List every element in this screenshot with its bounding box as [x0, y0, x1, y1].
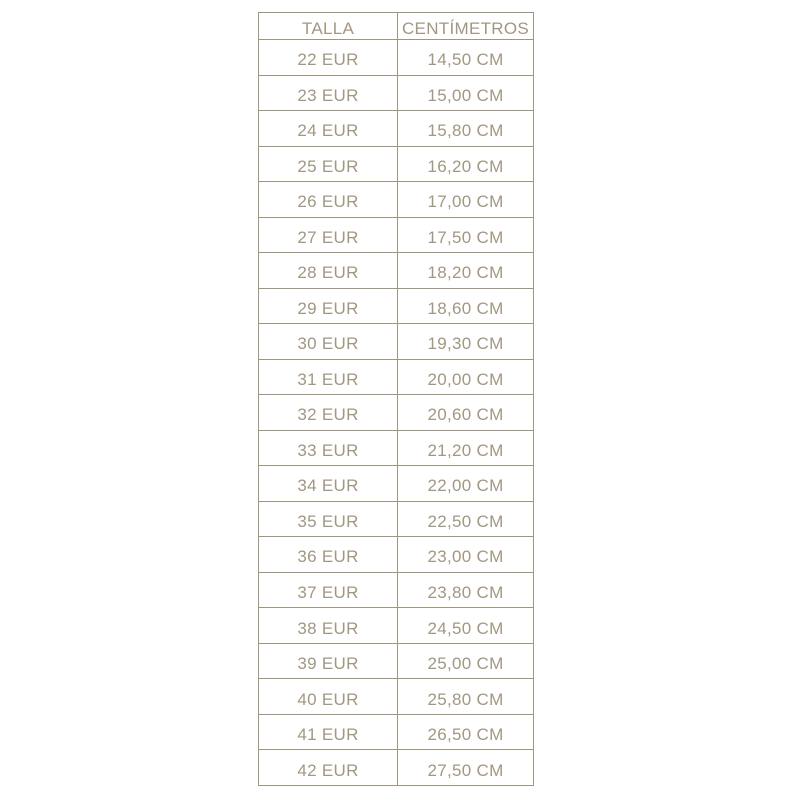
table-row: [259, 501, 534, 537]
centimetros-cell: 14,50 CM: [398, 40, 534, 76]
centimetros-cell: 26,50 CM: [398, 714, 534, 750]
centimetros-cell: 17,00 CM: [398, 182, 534, 218]
centimetros-cell: 16,20 CM: [398, 146, 534, 182]
table-row: [259, 750, 534, 786]
table-row: [259, 430, 534, 466]
talla-cell: 30 EUR: [259, 324, 398, 360]
talla-cell: 42 EUR: [259, 750, 398, 786]
centimetros-cell: 25,00 CM: [398, 643, 534, 679]
talla-cell: 39 EUR: [259, 643, 398, 679]
table-row: [259, 324, 534, 360]
centimetros-cell: 24,50 CM: [398, 608, 534, 644]
talla-cell: 33 EUR: [259, 430, 398, 466]
talla-cell: 24 EUR: [259, 111, 398, 147]
table-row: [259, 253, 534, 289]
talla-cell: 34 EUR: [259, 466, 398, 502]
table-row: [259, 288, 534, 324]
centimetros-cell: 23,00 CM: [398, 537, 534, 573]
talla-cell: 32 EUR: [259, 395, 398, 431]
table-row: [259, 572, 534, 608]
centimetros-cell: 18,60 CM: [398, 288, 534, 324]
table-row: [259, 182, 534, 218]
table-row: [259, 395, 534, 431]
talla-cell: 23 EUR: [259, 75, 398, 111]
talla-cell: 41 EUR: [259, 714, 398, 750]
centimetros-cell: 21,20 CM: [398, 430, 534, 466]
table-header-row: [259, 13, 534, 40]
centimetros-cell: 25,80 CM: [398, 679, 534, 715]
talla-cell: 22 EUR: [259, 40, 398, 76]
talla-cell: 26 EUR: [259, 182, 398, 218]
table-row: [259, 679, 534, 715]
talla-cell: 25 EUR: [259, 146, 398, 182]
table-body: [259, 40, 534, 786]
table-row: [259, 537, 534, 573]
centimetros-cell: 20,60 CM: [398, 395, 534, 431]
talla-cell: 37 EUR: [259, 572, 398, 608]
talla-cell: 36 EUR: [259, 537, 398, 573]
centimetros-cell: 18,20 CM: [398, 253, 534, 289]
talla-cell: 28 EUR: [259, 253, 398, 289]
column-header-centimetros: CENTÍMETROS: [398, 13, 534, 40]
table-row: [259, 40, 534, 76]
column-header-talla: TALLA: [259, 13, 398, 40]
table-row: [259, 608, 534, 644]
centimetros-cell: 20,00 CM: [398, 359, 534, 395]
centimetros-cell: 22,00 CM: [398, 466, 534, 502]
centimetros-cell: 15,00 CM: [398, 75, 534, 111]
centimetros-cell: 15,80 CM: [398, 111, 534, 147]
table-row: [259, 75, 534, 111]
talla-cell: 38 EUR: [259, 608, 398, 644]
centimetros-cell: 23,80 CM: [398, 572, 534, 608]
talla-cell: 31 EUR: [259, 359, 398, 395]
centimetros-cell: 17,50 CM: [398, 217, 534, 253]
talla-cell: 27 EUR: [259, 217, 398, 253]
table-row: [259, 643, 534, 679]
table-row: [259, 714, 534, 750]
table-row: [259, 466, 534, 502]
table-row: [259, 359, 534, 395]
centimetros-cell: 22,50 CM: [398, 501, 534, 537]
centimetros-cell: 19,30 CM: [398, 324, 534, 360]
centimetros-cell: 27,50 CM: [398, 750, 534, 786]
talla-cell: 40 EUR: [259, 679, 398, 715]
talla-cell: 35 EUR: [259, 501, 398, 537]
table-row: [259, 111, 534, 147]
size-chart-table: [258, 12, 534, 786]
table-row: [259, 217, 534, 253]
talla-cell: 29 EUR: [259, 288, 398, 324]
table-row: [259, 146, 534, 182]
